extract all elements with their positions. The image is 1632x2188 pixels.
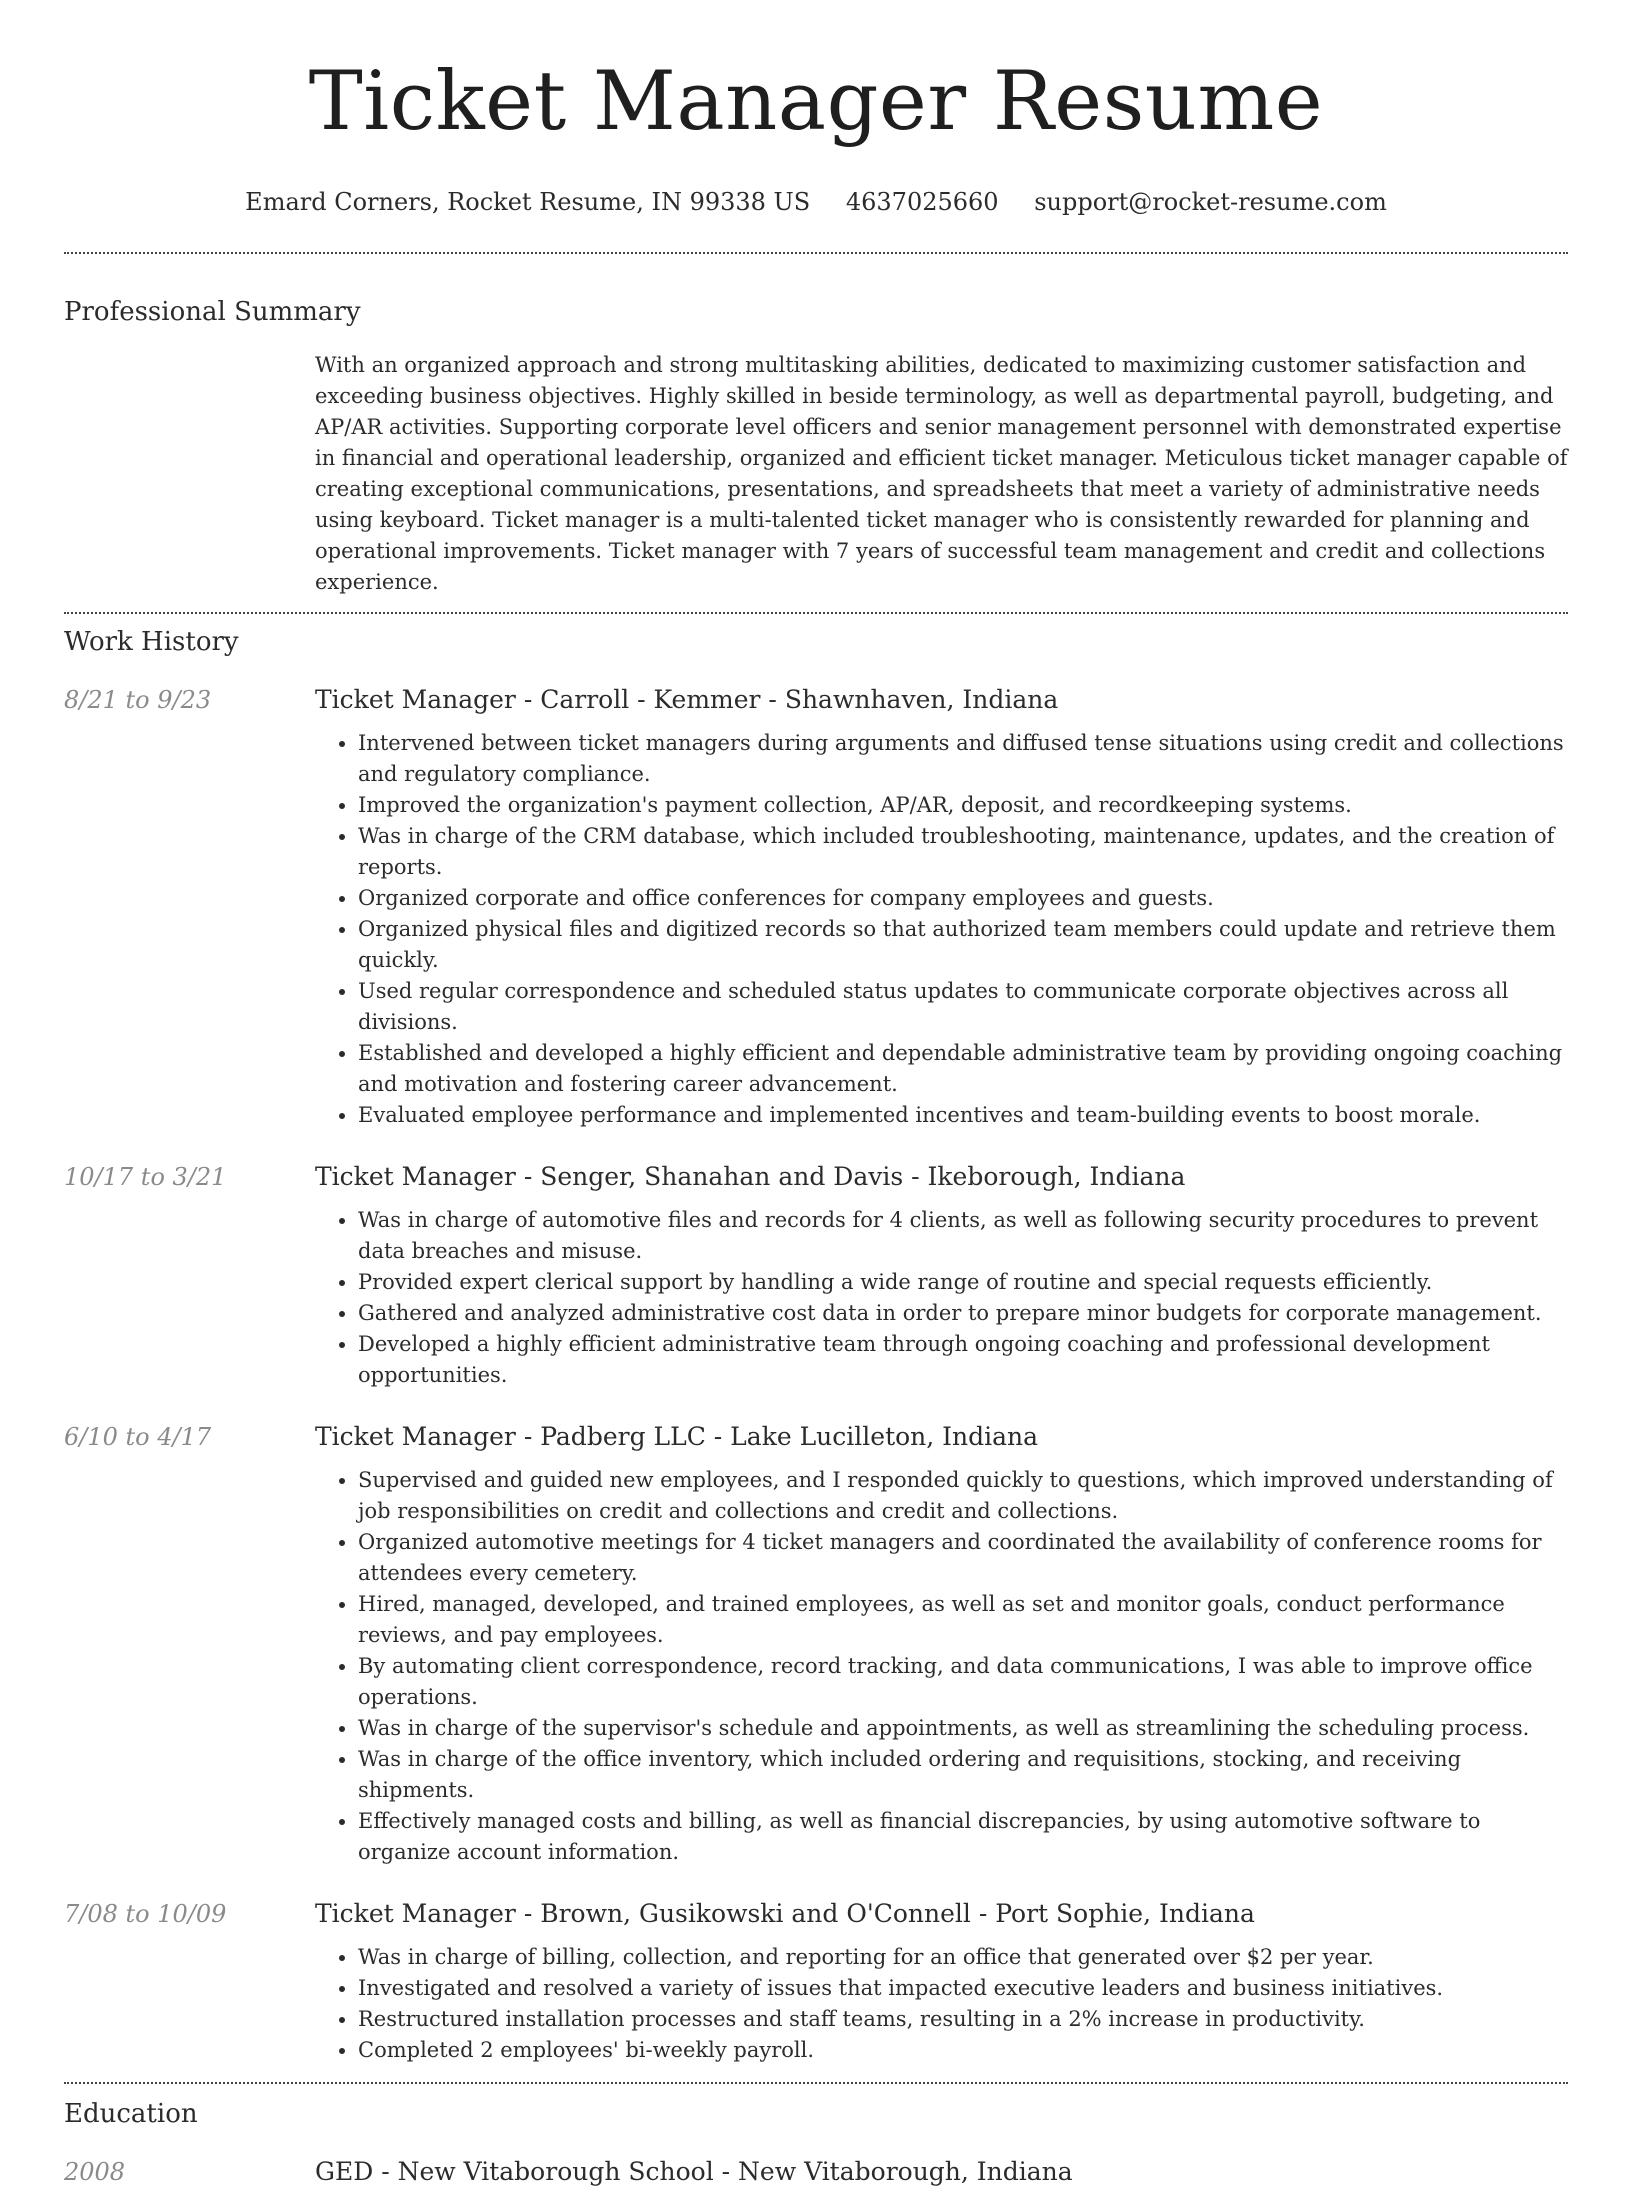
job-dates: 7/08 to 10/09	[64, 1900, 227, 1928]
job-bullet: • Hired, managed, developed, and trained employees, as well as set and monitor goals, conduct performance reviews, and pay employees.	[358, 1589, 1568, 1651]
job-entry	[64, 1898, 1568, 2066]
contact-email: support@rocket-resume.com	[1034, 188, 1387, 216]
job-bullets	[315, 1205, 1568, 1391]
job-bullet: • Gathered and analyzed administrative cost data in order to prepare minor budgets for corporate management.	[358, 1298, 1568, 1329]
job-bullet: • Supervised and guided new employees, and I responded quickly to questions, which improved understanding of job responsibilities on credit and collections and credit and collections.	[358, 1465, 1568, 1527]
contact-address: Emard Corners, Rocket Resume, IN 99338 US	[245, 188, 811, 216]
job-bullet: • Organized automotive meetings for 4 ticket managers and coordinated the availability of conference rooms for attendees every cemetery.	[358, 1527, 1568, 1589]
job-bullet: • Investigated and resolved a variety of issues that impacted executive leaders and business initiatives.	[358, 1973, 1568, 2004]
section-divider	[64, 252, 1568, 254]
education-year: 2008	[64, 2158, 126, 2186]
job-bullet: • Used regular correspondence and scheduled status updates to communicate corporate objectives across all divisions.	[358, 976, 1568, 1038]
section-divider	[64, 612, 1568, 614]
job-bullet: • Improved the organization's payment collection, AP/AR, deposit, and recordkeeping systems.	[358, 790, 1568, 821]
contact-info	[64, 186, 1568, 218]
job-heading: Ticket Manager - Brown, Gusikowski and O'Connell - Port Sophie, Indiana	[315, 1899, 1255, 1928]
job-bullet: • Organized physical files and digitized records so that authorized team members could update and retrieve them quickly.	[358, 914, 1568, 976]
job-bullet: • Developed a highly efficient administrative team through ongoing coaching and professional development opportunities.	[358, 1329, 1568, 1391]
job-dates: 6/10 to 4/17	[64, 1423, 212, 1451]
job-bullet: • Effectively managed costs and billing, as well as financial discrepancies, by using automotive software to organize account information.	[358, 1806, 1568, 1868]
section-title-summary: Professional Summary	[64, 297, 361, 327]
job-bullets	[315, 728, 1568, 1131]
job-bullet: • Was in charge of the supervisor's schedule and appointments, as well as streamlining the scheduling process.	[358, 1713, 1568, 1744]
job-bullet: • Completed 2 employees' bi-weekly payroll.	[358, 2035, 1568, 2066]
contact-phone: 4637025660	[845, 188, 999, 216]
job-heading: Ticket Manager - Padberg LLC - Lake Lucilleton, Indiana	[315, 1422, 1039, 1451]
job-bullets	[315, 1942, 1568, 2066]
education-heading: GED - New Vitaborough School - New Vitaborough, Indiana	[315, 2157, 1073, 2186]
job-heading: Ticket Manager - Senger, Shanahan and Davis - Ikeborough, Indiana	[315, 1162, 1186, 1191]
section-title-work-history: Work History	[64, 627, 239, 657]
job-bullet: • Was in charge of the office inventory, which included ordering and requisitions, stocking, and receiving shipments.	[358, 1744, 1568, 1806]
summary-text: With an organized approach and strong multitasking abilities, dedicated to maximizing customer satisfaction and exceeding business objectives. Highly skilled in beside terminology, as well as departmental payroll, budgeting, and AP/AR activities. Supporting corporate level officers and senior management personnel with demonstrated expertise in financial and operational leadership, organized and efficient ticket manager. Meticulous ticket manager capable of creating exceptional communications, presentations, and spreadsheets that meet a variety of administrative needs using keyboard. Ticket manager is a multi-talented ticket manager who is consistently rewarded for planning and operational improvements. Ticket manager with 7 years of successful team management and credit and collections experience.	[315, 353, 1568, 594]
page-title: Ticket Manager Resume	[308, 55, 1324, 149]
job-bullet: • Provided expert clerical support by handling a wide range of routine and special requests efficiently.	[358, 1267, 1568, 1298]
job-entry	[64, 1161, 1568, 1391]
job-bullet: • Was in charge of automotive files and records for 4 clients, as well as following security procedures to prevent data breaches and misuse.	[358, 1205, 1568, 1267]
section-title-education: Education	[64, 2099, 198, 2129]
job-bullet: • Established and developed a highly efficient and dependable administrative team by providing ongoing coaching and motivation and fostering career advancement.	[358, 1038, 1568, 1100]
job-bullet: • Was in charge of the CRM database, which included troubleshooting, maintenance, updates, and the creation of reports.	[358, 821, 1568, 883]
job-bullet: • Restructured installation processes and staff teams, resulting in a 2% increase in productivity.	[358, 2004, 1568, 2035]
job-dates: 10/17 to 3/21	[64, 1163, 227, 1191]
job-bullets	[315, 1465, 1568, 1868]
job-entry	[64, 1421, 1568, 1868]
job-bullet: • Evaluated employee performance and implemented incentives and team-building events to boost morale.	[358, 1100, 1568, 1131]
job-entry	[64, 684, 1568, 1131]
education-entry	[64, 2156, 1568, 2188]
job-bullet: • Was in charge of billing, collection, and reporting for an office that generated over $2 per year.	[358, 1942, 1568, 1973]
job-bullet: • By automating client correspondence, record tracking, and data communications, I was able to improve office operations.	[358, 1651, 1568, 1713]
section-divider	[64, 2082, 1568, 2084]
job-heading: Ticket Manager - Carroll - Kemmer - Shawnhaven, Indiana	[315, 685, 1059, 714]
job-dates: 8/21 to 9/23	[64, 686, 212, 714]
resume-page	[64, 0, 1568, 2188]
job-bullet: • Intervened between ticket managers during arguments and diffused tense situations using credit and collections and regulatory compliance.	[358, 728, 1568, 790]
job-bullet: • Organized corporate and office conferences for company employees and guests.	[358, 883, 1568, 914]
